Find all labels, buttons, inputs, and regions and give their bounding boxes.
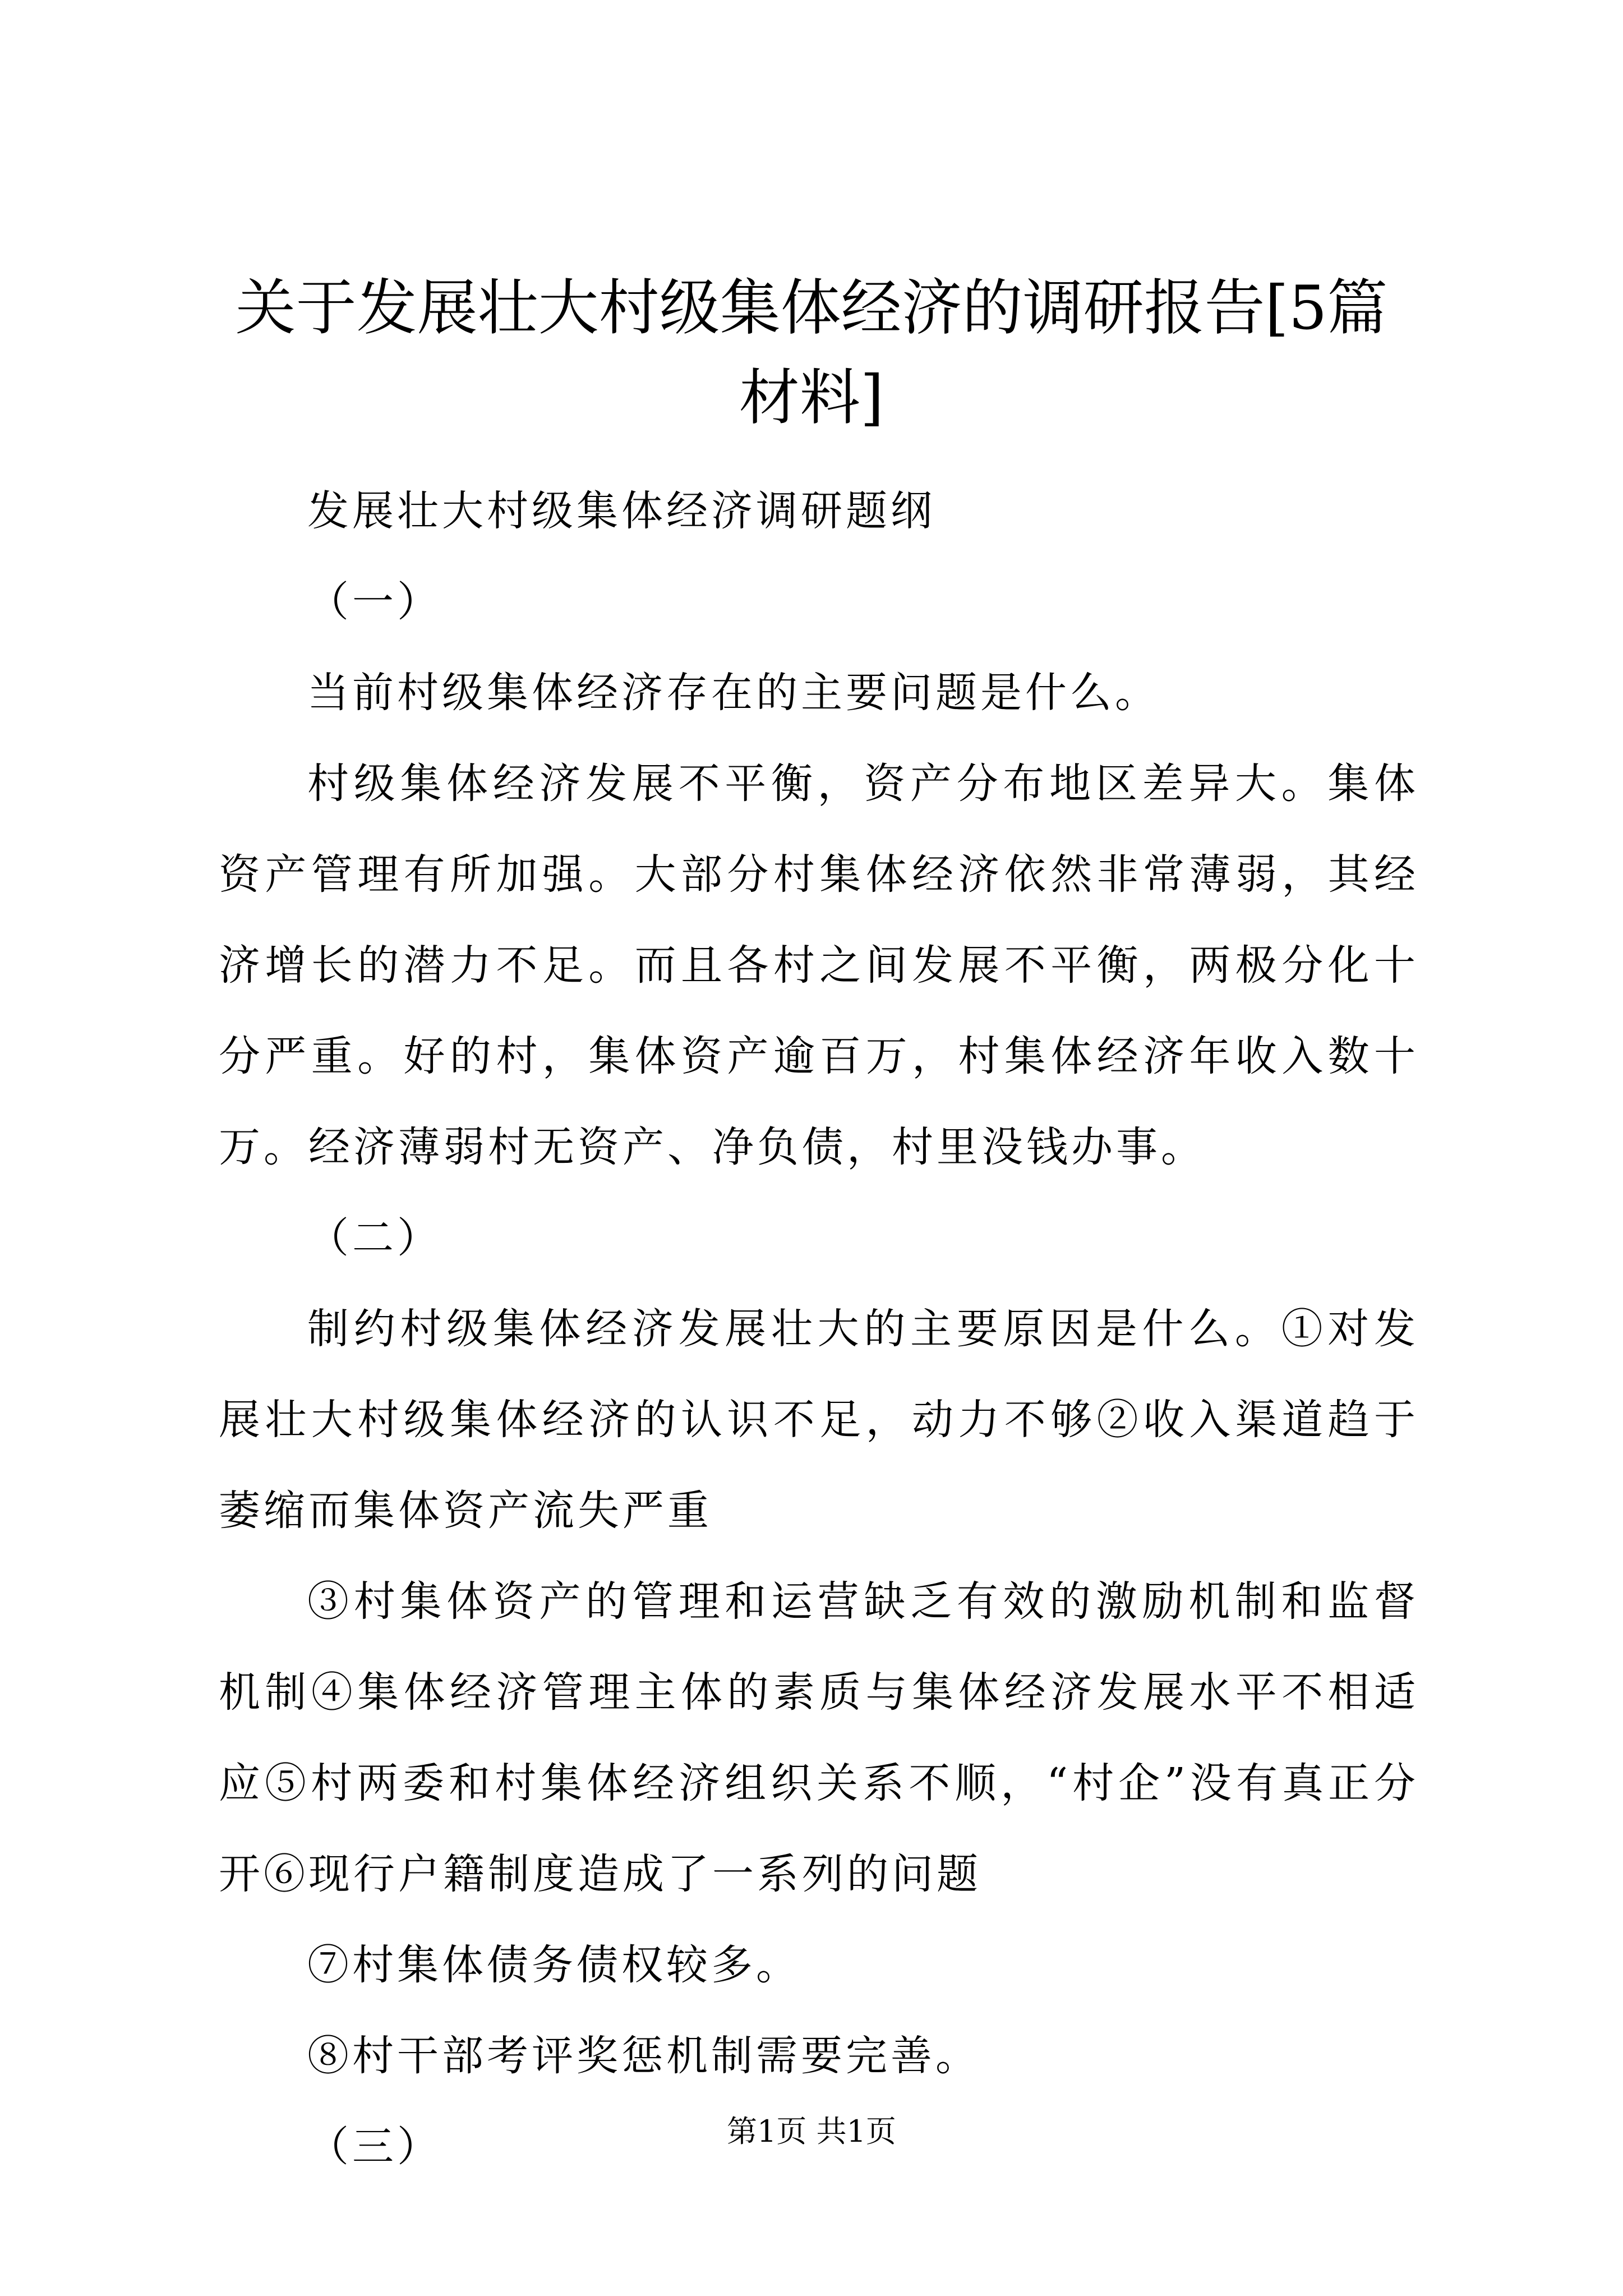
answer-2-continued: ③村集体资产的管理和运营缺乏有效的激励机制和监督机制④集体经济管理主体的素质与集体经济发展水平不相适应⑤村两委和村集体经济组织关系不顺，“村企”没有真正分开⑥现行户籍制度造成了一系列的问题 <box>219 1577 1419 1898</box>
section-marker-1: （一） <box>307 578 442 626</box>
section-marker-3: （三） <box>307 2123 442 2171</box>
document-title: 关于发展壮大村级集体经济的调研报告[5篇材料] <box>235 273 1388 433</box>
answer-1: 村级集体经济发展不平衡，资产分布地区差异大。集体资产管理有所加强。大部分村集体经济依然非常薄弱，其经济增长的潜力不足。而且各村之间发展不平衡，两极分化十分严重。好的村，集体资产逾百万，村集体经济年收入数十万。经济薄弱村无资产、净负债，村里没钱办事。 <box>219 760 1419 1171</box>
answer-2-item-8: ⑧村干部考评奖惩机制需要完善。 <box>307 2032 980 2080</box>
section-marker-2: （二） <box>307 1214 442 1262</box>
document-body <box>219 466 1419 2192</box>
paragraph-outline-heading: 发展壮大村级集体经济调研题纲 <box>307 487 935 535</box>
page-footer: 第1页 共1页 <box>727 2114 896 2149</box>
answer-2-item-7: ⑦村集体债务债权较多。 <box>307 1941 801 1989</box>
question-1: 当前村级集体经济存在的主要问题是什么。 <box>307 669 1160 717</box>
question-2: 制约村级集体经济发展壮大的主要原因是什么。①对发展壮大村级集体经济的认识不足，动力不够②收入渠道趋于萎缩而集体资产流失严重 <box>219 1305 1419 1535</box>
